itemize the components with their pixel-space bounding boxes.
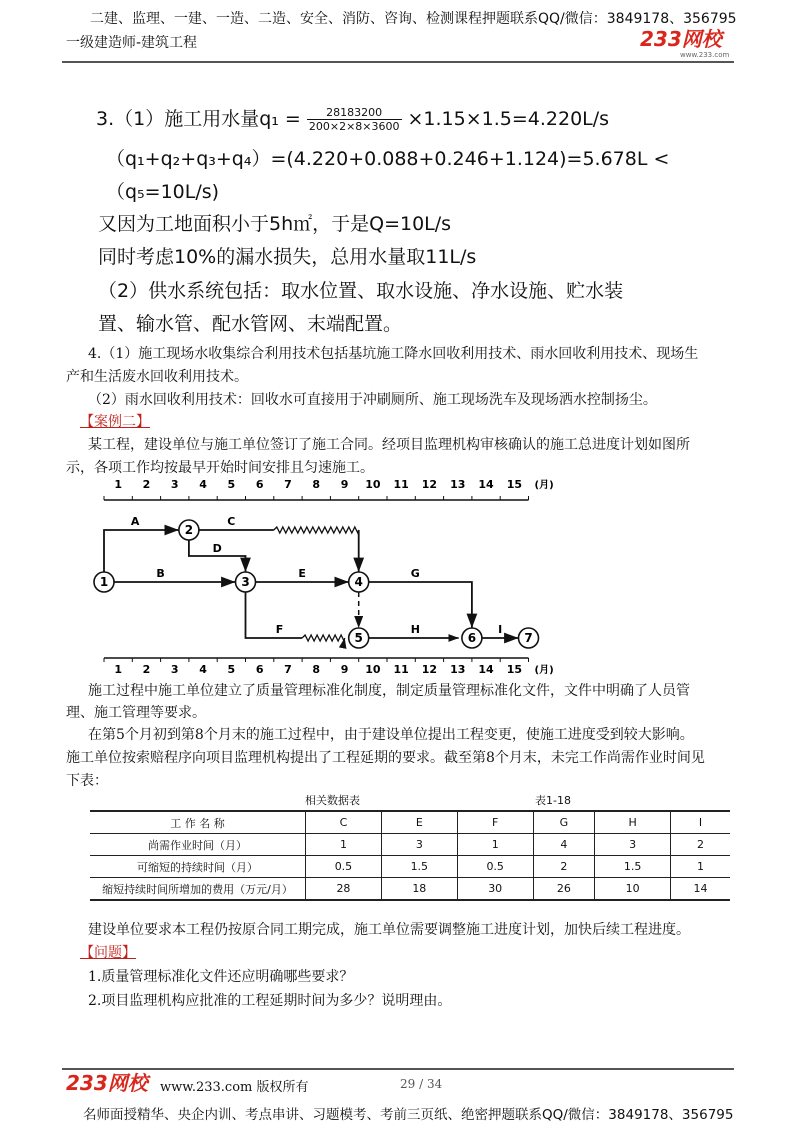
month-label: 4	[199, 663, 207, 676]
table-cell: 2	[533, 856, 595, 878]
month-label: 1	[114, 478, 122, 491]
month-label: 15	[506, 478, 523, 491]
table-cell: 3	[595, 834, 671, 856]
table-cell: 2	[671, 834, 730, 856]
header-logo-url: www.233.com	[680, 51, 730, 59]
table-header-cell: F	[457, 811, 533, 834]
table-cell: 10	[595, 878, 671, 901]
month-label: 2	[142, 478, 151, 491]
table-caption: 相关数据表	[305, 794, 360, 807]
activity-label: C	[227, 515, 236, 528]
activity-label: F	[275, 623, 284, 636]
case2-p2b: 理、施工管理等要求。	[66, 705, 206, 721]
activity-label: E	[298, 567, 306, 580]
table-cell: 30	[457, 878, 533, 901]
table-cell: 1.5	[381, 856, 457, 878]
node-label: 3	[241, 575, 250, 589]
month-label: 14	[478, 663, 494, 676]
month-label: 7	[284, 663, 292, 676]
fraction-denominator: 200×2×8×3600	[308, 120, 400, 133]
month-label: 13	[450, 478, 466, 491]
month-label: 4	[199, 478, 207, 491]
table-cell: 尚需作业时间（月）	[90, 834, 306, 856]
table-header-cell: C	[306, 811, 382, 834]
table-cell: 14	[671, 878, 730, 901]
table-cell: 4	[533, 834, 595, 856]
footer-logo: 233网校	[66, 1071, 148, 1095]
node-label: 6	[467, 631, 477, 645]
question-1: 1.质量管理标准化文件还应明确哪些要求？	[88, 969, 354, 985]
month-label: 10	[365, 663, 381, 676]
month-label: 2	[142, 663, 151, 676]
question-2: 2.项目监理机构应批准的工程延期时间为多少？说明理由。	[88, 993, 452, 1009]
month-unit-label: (月)	[534, 665, 554, 676]
table-cell: 缩短持续时间所增加的费用（万元/月）	[90, 878, 306, 901]
table-cell: 3	[381, 834, 457, 856]
formula-suffix: ×1.15×1.5=4.220L/s	[407, 108, 610, 130]
month-label: 13	[450, 663, 466, 676]
data-table	[90, 810, 730, 901]
footer-copyright: www.233.com 版权所有	[160, 1080, 309, 1095]
activity-label: A	[130, 515, 140, 528]
case2-p1a: 某工程，建设单位与施工单位签订了施工合同。经项目监理机构审核确认的施工总进度计划如图所	[88, 437, 690, 453]
month-label: 3	[170, 478, 179, 491]
page-number: 29 / 34	[400, 1077, 443, 1091]
table-cell: 26	[533, 878, 595, 901]
header-divider	[62, 61, 734, 63]
month-label: 5	[227, 663, 236, 676]
table-row	[90, 878, 730, 901]
formula-line-1	[96, 104, 609, 133]
month-label: 15	[506, 663, 523, 676]
answer-line-4: 又因为工地面积小于5h㎡，于是Q=10L/s	[98, 213, 452, 235]
table-cell: 1	[306, 834, 382, 856]
free-float-wave-c	[274, 527, 359, 533]
case2-p3b: 施工单位按索赔程序向项目监理机构提出了工程延期的要求。截至第8个月末，未完工作尚需作业时间见	[66, 750, 705, 766]
month-unit-label: (月)	[534, 480, 554, 491]
table-header-cell: E	[381, 811, 457, 834]
free-float-wave-f	[302, 635, 345, 641]
node-label: 4	[354, 575, 363, 589]
month-label: 6	[255, 478, 264, 491]
header-logo: 233网校	[640, 27, 722, 51]
table-cell: 可缩短的持续时间（月）	[90, 856, 306, 878]
header-subtitle: 一级建造师-建筑工程	[66, 35, 198, 51]
table-cell: 28	[306, 878, 382, 901]
month-label: 8	[312, 478, 321, 491]
month-label: 11	[393, 663, 409, 676]
month-label: 9	[340, 478, 349, 491]
month-label: 6	[255, 663, 264, 676]
table-header-cell: 工 作 名 称	[90, 811, 306, 834]
month-label: 14	[478, 478, 494, 491]
case2-p3c: 下表：	[66, 773, 108, 789]
table-header-cell: G	[533, 811, 595, 834]
node-label: 7	[524, 631, 533, 645]
case2-p1b: 示，各项工作均按最早开始时间安排且匀速施工。	[66, 460, 374, 476]
table-cell: 1	[671, 856, 730, 878]
network-diagram	[0, 474, 600, 680]
answer-line-5: 同时考虑10%的漏水损失，总用水量取11L/s	[98, 246, 477, 268]
table-cell: 0.5	[457, 856, 533, 878]
activity-label: H	[410, 623, 420, 636]
table-row	[90, 856, 730, 878]
formula-prefix: 3.（1）施工用水量q₁ =	[96, 108, 301, 130]
activity-f-arrow	[246, 592, 303, 638]
month-label: 1	[114, 663, 122, 676]
month-label: 8	[312, 663, 321, 676]
table-header-row	[90, 811, 730, 834]
footer-divider	[62, 1068, 734, 1070]
node-label: 2	[184, 523, 194, 537]
answer4-line-2: 产和生活废水回收利用技术。	[66, 369, 248, 385]
formula-line-3: （q₅=10L/s)	[106, 181, 220, 203]
activity-label: D	[212, 542, 222, 555]
table-header-cell: I	[671, 811, 730, 834]
month-label: 3	[170, 663, 179, 676]
node-label: 5	[354, 631, 363, 645]
table-cell: 1.5	[595, 856, 671, 878]
table-cell: 1	[457, 834, 533, 856]
table-number: 表1-18	[535, 794, 571, 807]
node-label: 1	[99, 575, 109, 589]
fraction	[307, 106, 402, 133]
answer-line-6: （2）供水系统包括：取水位置、取水设施、净水设施、贮水装	[98, 280, 624, 302]
month-label: 7	[284, 478, 292, 491]
case2-p3a: 在第5个月初到第8个月末的施工过程中，由于建设单位提出工程变更，使施工进度受到较大影响。	[88, 727, 694, 743]
fraction-numerator: 28183200	[307, 106, 402, 120]
answer4-line-1: 4.（1）施工现场水收集综合利用技术包括基坑施工降水回收利用技术、雨水回收利用技术、现场生	[88, 346, 699, 362]
case2-heading: 【案例二】	[80, 414, 150, 430]
month-label: 9	[340, 663, 349, 676]
questions-heading: 【问题】	[80, 945, 136, 961]
formula-line-2: （q₁+q₂+q₃+q₄）=(4.220+0.088+0.246+1.124)=5.678L <	[106, 148, 670, 170]
case2-p4: 建设单位要求本工程仍按原合同工期完成，施工单位需要调整施工进度计划，加快后续工程进度。	[88, 922, 690, 938]
month-label: 11	[393, 478, 409, 491]
table-header-cell: H	[595, 811, 671, 834]
activity-g-arrow	[369, 582, 472, 628]
activity-label: I	[498, 623, 503, 636]
footer-promo: 名师面授精华、央企内训、考点串讲、习题模考、考前三页纸、绝密押题联系QQ/微信：3849178、356795	[83, 1107, 734, 1123]
table-cell: 0.5	[306, 856, 382, 878]
header-promo: 二建、监理、一建、一造、二造、安全、消防、咨询、检测课程押题联系QQ/微信：3849178、356795	[90, 11, 737, 27]
month-label: 5	[227, 478, 236, 491]
table-cell: 18	[381, 878, 457, 901]
month-label: 12	[421, 663, 438, 676]
month-label: 12	[421, 478, 438, 491]
case2-p2a: 施工过程中施工单位建立了质量管理标准化制度，制定质量管理标准化文件，文件中明确了人员管	[88, 683, 690, 699]
answer-line-7: 置、输水管、配水管网、末端配置。	[98, 313, 403, 335]
activity-label: G	[410, 567, 420, 580]
table-row	[90, 834, 730, 856]
activity-a-arrow	[104, 530, 179, 572]
activity-label: B	[156, 567, 165, 580]
answer4-line-3: （2）雨水回收利用技术：回收水可直接用于冲刷厕所、施工现场洗车及现场洒水控制扬尘。	[88, 392, 657, 408]
month-label: 10	[365, 478, 381, 491]
